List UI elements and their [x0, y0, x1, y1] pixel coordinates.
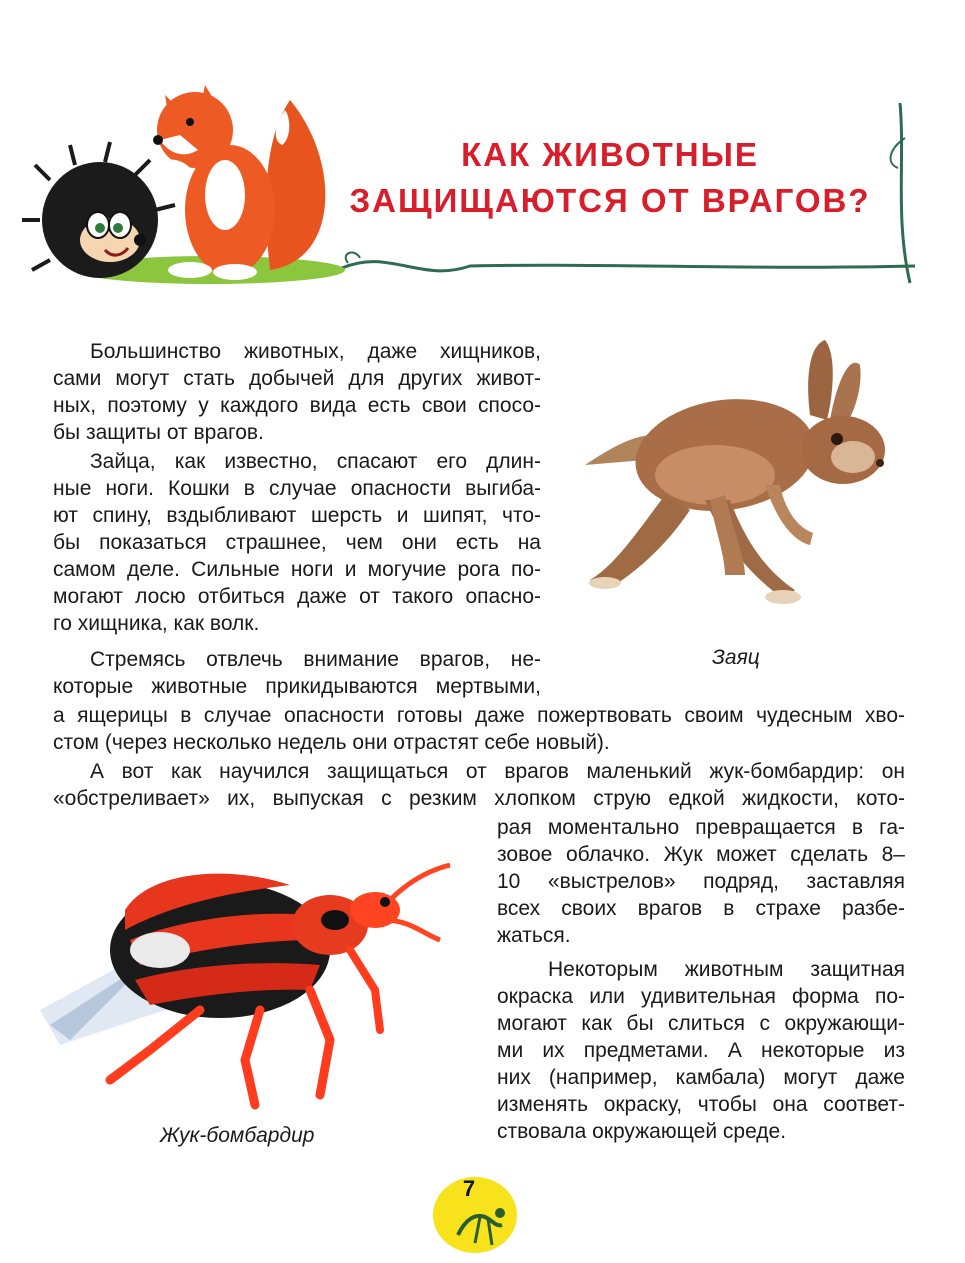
text-line: жаться.: [497, 924, 571, 947]
text-line: изменять окраску, чтобы она соответ-: [497, 1093, 905, 1116]
title-line-2: ЗАЩИЩАЮТСЯ ОТ ВРАГОВ?: [349, 182, 871, 219]
text-line: Некоторым животным защитная: [548, 958, 905, 981]
text-line: рая моментально превращается в га-: [497, 816, 905, 839]
beetle-illustration: [30, 840, 470, 1120]
text-line: «обстреливает» их, выпуская с резким хлопком струю едкой жидкости, кото-: [53, 787, 905, 810]
hare-caption: Заяц: [712, 646, 760, 669]
text-line: ют спину, вздыбливают шерсть и шипят, что-: [53, 504, 541, 527]
text-line: зовое облачко. Жук может сделать 8–: [497, 843, 905, 866]
text-line: стом (через несколько недель они отрастят себе новый).: [53, 731, 610, 754]
page-title: [340, 132, 880, 224]
text-line: а ящерицы в случае опасности готовы даже пожертвовать своим чудесным хво-: [53, 704, 905, 727]
text-line: ми их предметами. А некоторые из: [497, 1039, 905, 1062]
text-line: ных, поэтому у каждого вида есть свои спосо-: [53, 394, 541, 417]
text-line: бы показаться страшнее, чем они есть на: [53, 531, 541, 554]
page-number: 7: [462, 1176, 476, 1201]
text-line: ные ноги. Кошки в случае опасности выгиба-: [53, 477, 541, 500]
fox-hedgehog-illustration: [20, 70, 350, 285]
text-line: сами могут стать добычей для других живот-: [53, 367, 541, 390]
title-line-1: КАК ЖИВОТНЫЕ: [461, 136, 759, 173]
bombardier-beetle-icon: [40, 865, 450, 1105]
text-line: 10 «выстрелов» подряд, заставляя: [497, 870, 905, 893]
text-line: Стремясь отвлечь внимание врагов, не-: [90, 648, 541, 671]
text-line: Большинство животных, даже хищников,: [90, 340, 541, 363]
fox-icon: [153, 85, 325, 280]
text-line: ствовала окружающей среде.: [497, 1120, 787, 1143]
text-line: них (например, камбала) могут даже: [497, 1066, 905, 1089]
text-line: всех своих врагов в страхе разбе-: [497, 897, 905, 920]
text-line: Зайца, как известно, спасают его длин-: [90, 450, 541, 473]
text-line: самом деле. Сильные ноги и могучие рога по-: [53, 558, 541, 581]
text-line: окраска или удивительная форма по-: [497, 985, 905, 1008]
text-line: могают как бы слиться с окружающи-: [497, 1012, 905, 1035]
hare-illustration: [575, 335, 895, 625]
text-line: А вот как научился защищаться от врагов маленький жук-бомбардир: он: [90, 760, 905, 783]
text-line: бы защиты от врагов.: [53, 421, 264, 444]
text-line: которые животные прикидываются мертвыми,: [53, 675, 541, 698]
text-line: могают лосю отбиться даже от такого опасно-: [53, 585, 541, 608]
text-line: го хищника, как волк.: [53, 612, 260, 635]
hare-icon: [585, 340, 885, 604]
beetle-caption: Жук-бомбардир: [160, 1124, 315, 1147]
